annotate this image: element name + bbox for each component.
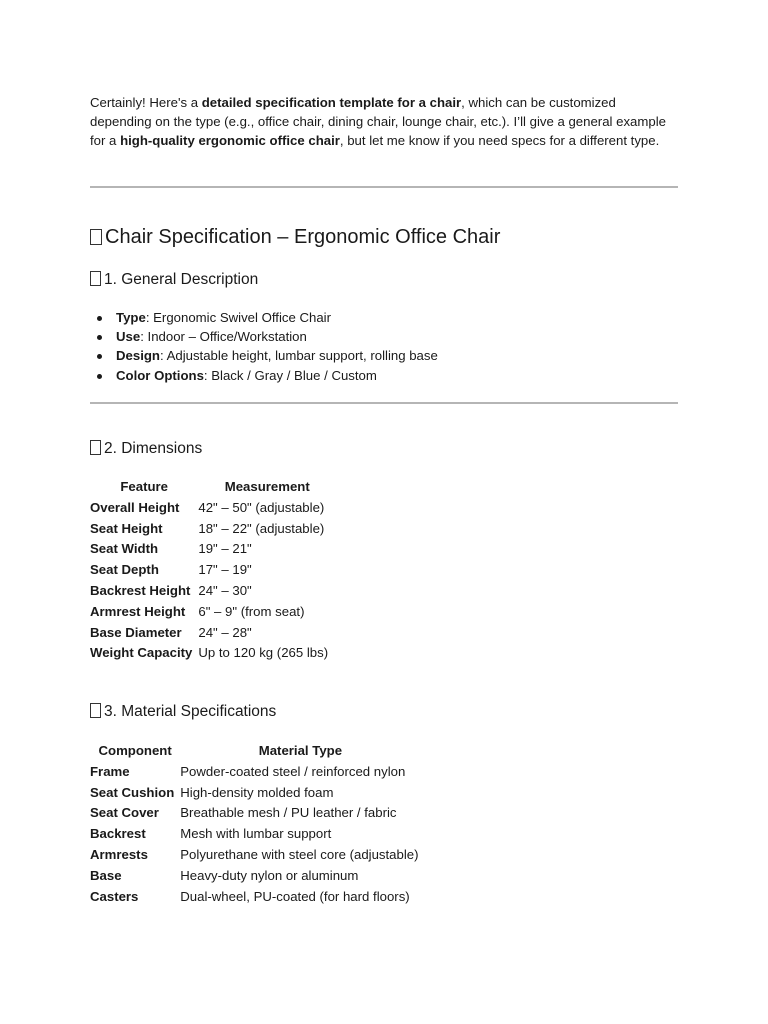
table-row	[90, 761, 421, 782]
column-header-measurement: Measurement	[224, 479, 310, 494]
table-cell-component: Frame	[90, 763, 130, 779]
column-header-feature: Feature	[120, 479, 168, 494]
list-item-key: Use	[116, 329, 141, 345]
section-heading-dimensions	[90, 439, 202, 459]
table-cell-measurement: 24" – 30"	[198, 583, 252, 599]
list-item-value: : Adjustable height, lumbar support, rolling base	[159, 348, 438, 364]
table-row	[90, 823, 421, 844]
table-row	[90, 518, 330, 539]
list-item	[116, 327, 438, 346]
table-cell-material: Breathable mesh / PU leather / fabric	[180, 805, 397, 821]
page-title	[90, 225, 500, 249]
list-item-value: : Black / Gray / Blue / Custom	[203, 367, 377, 383]
table-cell-feature: Weight Capacity	[90, 645, 193, 661]
table-cell-material: Mesh with lumbar support	[180, 826, 332, 842]
table-row	[90, 539, 330, 560]
intro-bold-1: detailed specification template for a chair	[201, 95, 462, 110]
table-row	[90, 622, 330, 643]
table-cell-feature: Armrest Height	[90, 603, 186, 619]
table-cell-feature: Base Diameter	[90, 624, 182, 640]
dimensions-table	[90, 476, 330, 663]
intro-text-3: , but let me know if you need specs for a different type.	[339, 133, 660, 149]
table-header-row	[90, 476, 330, 497]
table-row	[90, 803, 421, 824]
materials-table	[90, 740, 421, 907]
intro-paragraph	[90, 93, 678, 151]
table-row	[90, 865, 421, 886]
intro-text-1: Certainly! Here's a	[90, 95, 202, 110]
section-heading-materials	[90, 702, 276, 722]
table-row	[90, 886, 421, 907]
divider	[90, 186, 678, 188]
table-cell-component: Backrest	[90, 826, 146, 842]
column-header-material-type: Material Type	[258, 743, 343, 758]
table-cell-measurement: 24" – 28"	[198, 624, 252, 640]
table-cell-material: Heavy-duty nylon or aluminum	[180, 867, 359, 883]
table-cell-measurement: 6" – 9" (from seat)	[198, 603, 305, 619]
table-cell-component: Seat Cushion	[90, 784, 175, 800]
table-header-row	[90, 740, 421, 761]
table-cell-feature: Seat Width	[90, 541, 159, 557]
general-description-list	[116, 308, 438, 385]
missing-glyph-icon	[90, 703, 101, 718]
section-heading-text: 3. Material Specifications	[104, 703, 277, 720]
table-cell-measurement: 19" – 21"	[198, 541, 252, 557]
table-row	[90, 601, 330, 622]
table-cell-material: Dual-wheel, PU-coated (for hard floors)	[180, 888, 410, 904]
table-cell-material: Polyurethane with steel core (adjustable)	[180, 847, 419, 863]
table-cell-measurement: 18" – 22" (adjustable)	[198, 520, 325, 536]
table-cell-measurement: 17" – 19"	[198, 562, 252, 578]
table-row	[90, 497, 330, 518]
section-heading-general	[90, 270, 258, 290]
table-cell-measurement: Up to 120 kg (265 lbs)	[198, 645, 329, 661]
page-title-text: Chair Specification – Ergonomic Office Chair	[105, 226, 501, 248]
table-row	[90, 559, 330, 580]
list-item	[116, 346, 438, 365]
section-heading-text: 2. Dimensions	[104, 440, 203, 457]
divider	[90, 402, 678, 404]
list-item-key: Type	[116, 310, 146, 325]
column-header-component: Component	[98, 743, 172, 758]
list-item	[116, 308, 438, 327]
table-cell-component: Seat Cover	[90, 805, 159, 821]
table-cell-feature: Overall Height	[90, 499, 180, 515]
table-cell-component: Casters	[90, 888, 139, 904]
table-cell-feature: Seat Depth	[90, 562, 159, 578]
table-cell-feature: Seat Height	[90, 520, 163, 536]
table-cell-component: Base	[90, 867, 122, 883]
table-cell-measurement: 42" – 50" (adjustable)	[198, 499, 325, 515]
list-item-value: : Ergonomic Swivel Office Chair	[145, 310, 331, 325]
list-item-key: Design	[116, 348, 160, 364]
table-cell-feature: Backrest Height	[90, 583, 191, 599]
table-cell-material: Powder-coated steel / reinforced nylon	[180, 763, 406, 779]
table-cell-component: Armrests	[90, 847, 148, 863]
table-row	[90, 844, 421, 865]
list-item-value: : Indoor – Office/Workstation	[140, 329, 307, 345]
intro-text-2: , which can be customized depending on the type (e.g., office chair, dining chair, lounge chair, etc.). I’ll give a general example for a	[90, 95, 666, 149]
section-heading-text: 1. General Description	[104, 271, 259, 288]
table-cell-material: High-density molded foam	[180, 784, 334, 800]
table-row	[90, 580, 330, 601]
table-row	[90, 782, 421, 803]
list-item	[116, 366, 438, 385]
missing-glyph-icon	[90, 271, 101, 286]
list-item-key: Color Options	[116, 367, 204, 383]
intro-bold-2: high-quality ergonomic office chair	[120, 133, 340, 149]
missing-glyph-icon	[90, 229, 102, 245]
missing-glyph-icon	[90, 440, 101, 455]
table-row	[90, 643, 330, 664]
